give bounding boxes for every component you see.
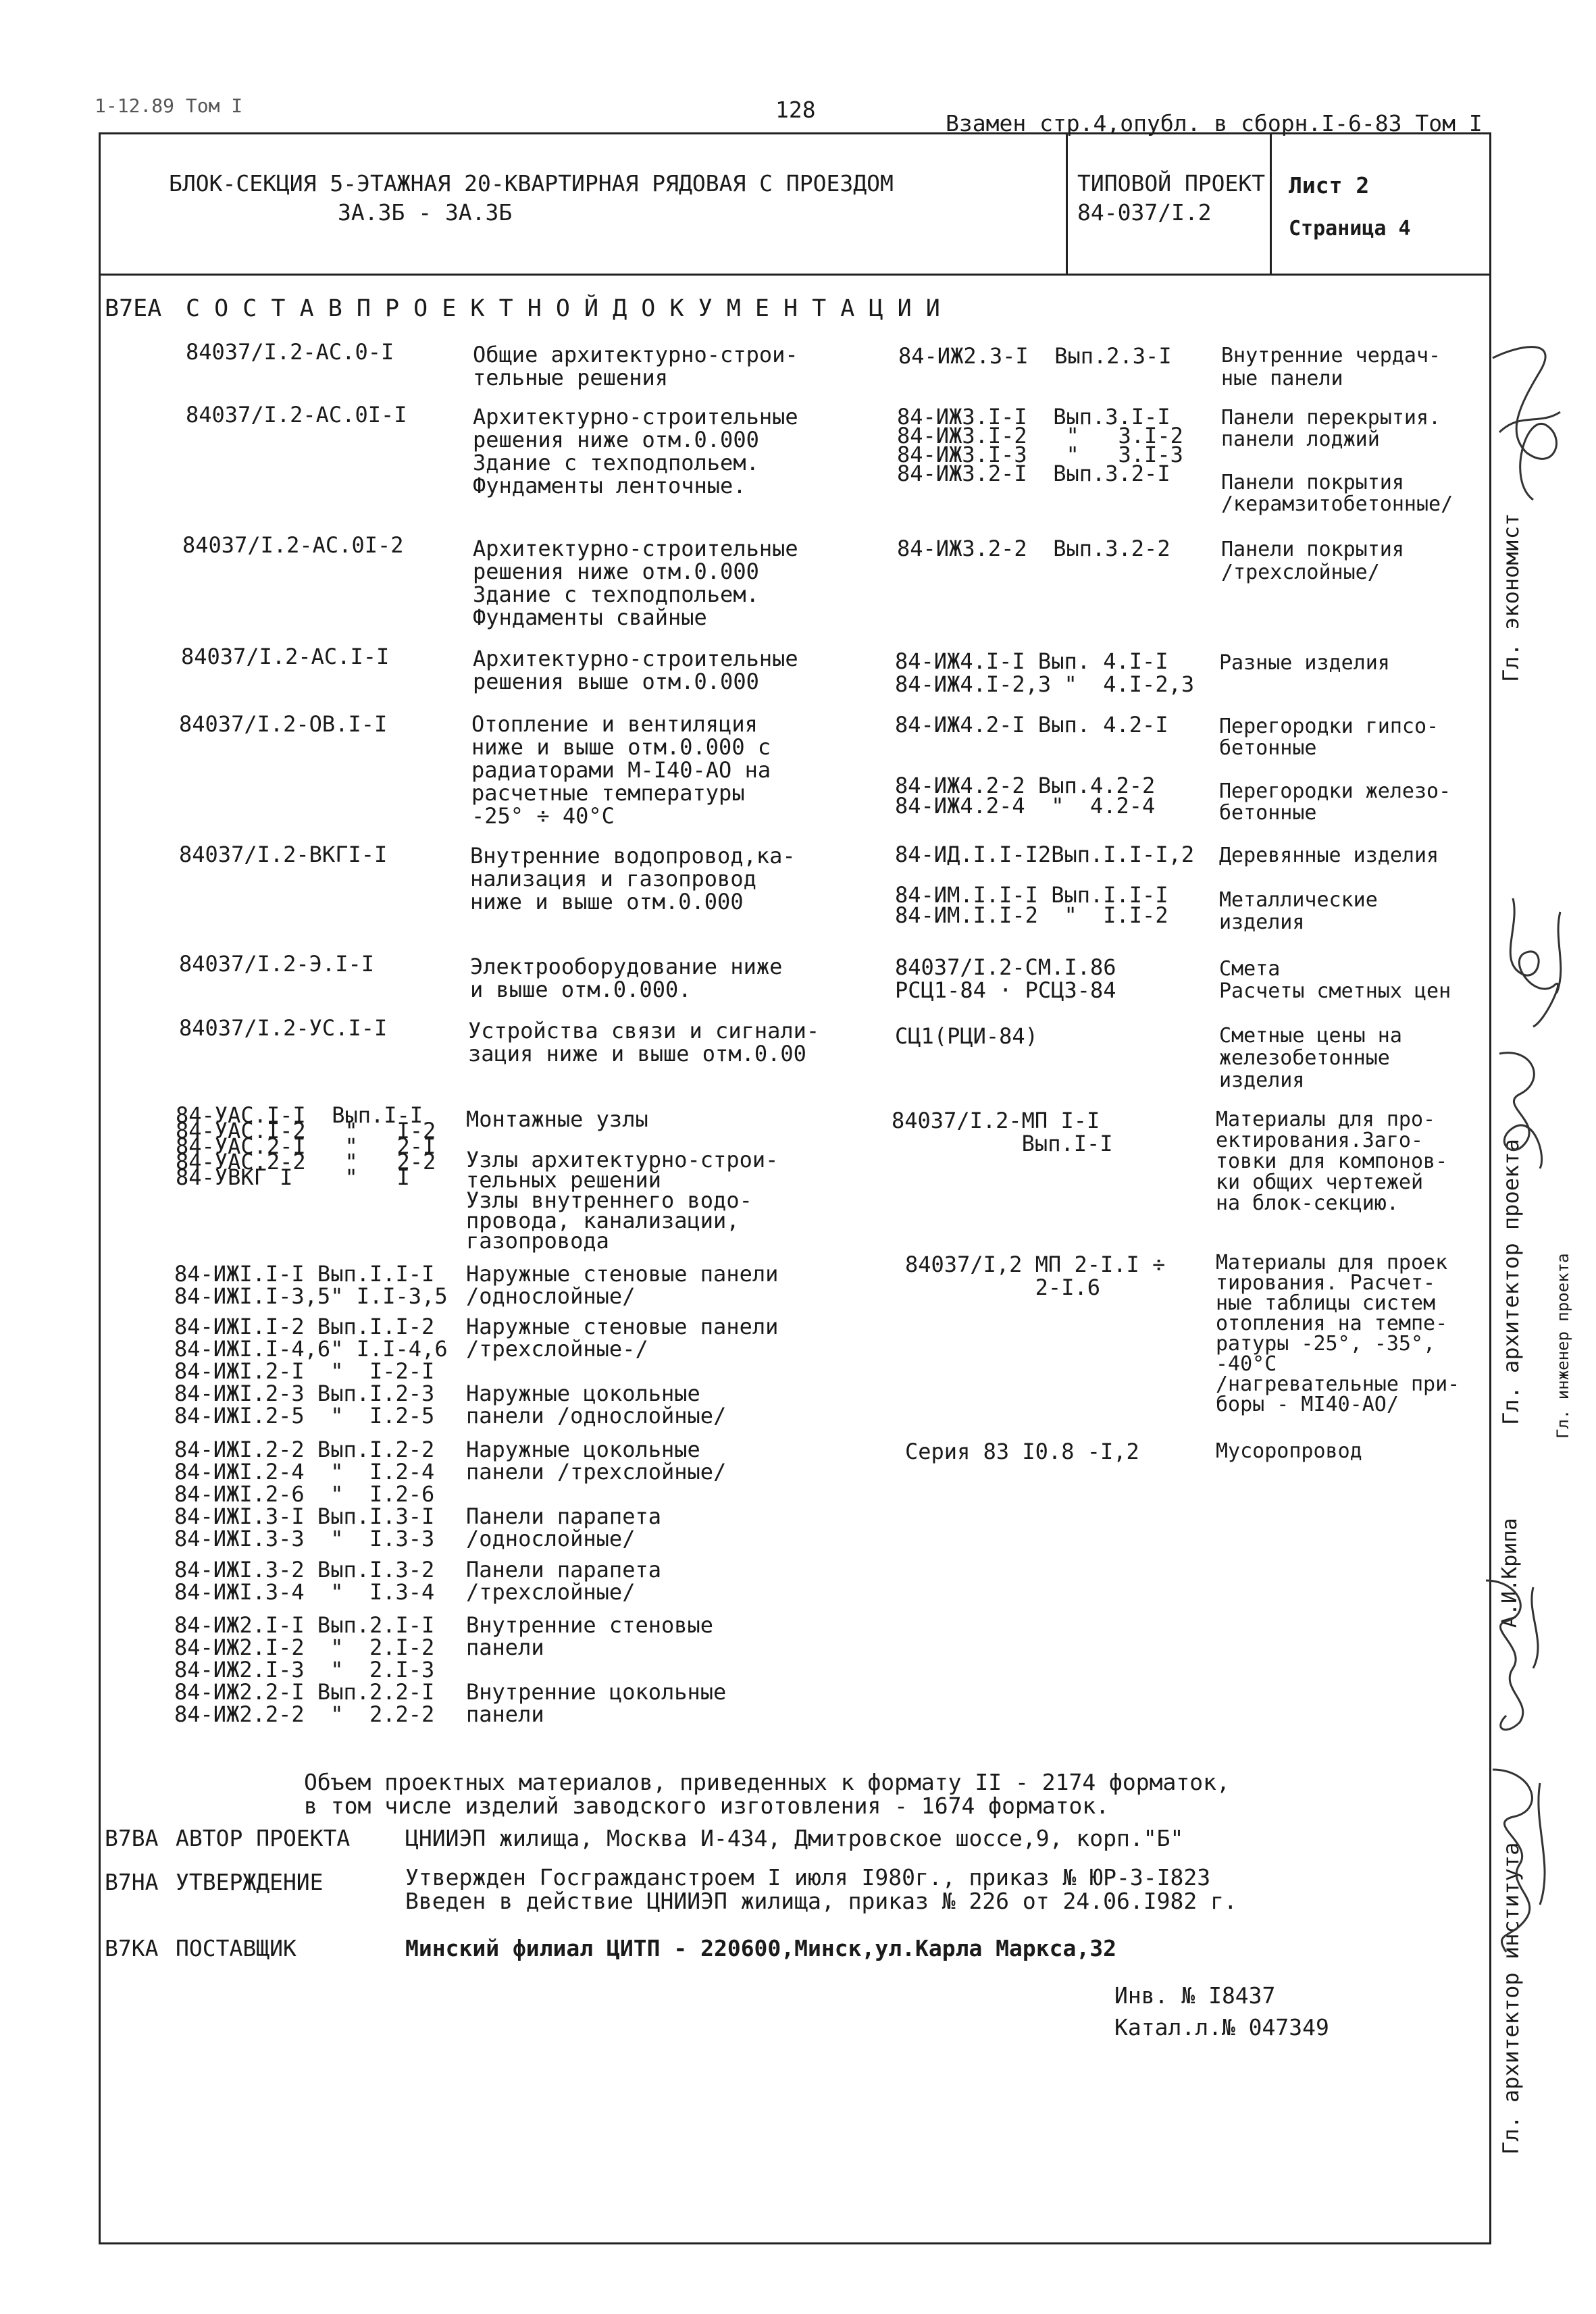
section-title: С О С Т А В П Р О Е К Т Н О Й Д О К У М Е Н Т А Ц И И bbox=[186, 295, 940, 322]
left-desc: Устройства связи и сигнали- зация ниже и выше отм.0.00 bbox=[468, 1018, 820, 1066]
left-code: 84037/I.2-АС.I-I bbox=[181, 644, 390, 669]
right-code: 84-ИЖ3.I-I Вып.3.I-I 84-ИЖ3.I-2 " 3.I-2 84-ИЖ3.I-3 " 3.I-3 84-ИЖ3.2-I Вып.3.2-I bbox=[897, 404, 1183, 486]
author-label: АВТОР ПРОЕКТА bbox=[176, 1825, 351, 1851]
section-code: В7ЕА bbox=[105, 295, 162, 322]
series-ref: 1-12.89 Том I bbox=[95, 95, 243, 117]
right-desc: Материалы для проек тирования. Расчет- ные таблицы систем отопления на темпе- ратуры -25°, -35°, -40°С /нагревательные при- боры - МI40-АО/ bbox=[1216, 1251, 1460, 1416]
title-line-2: 3А.3Б - 3А.3Б bbox=[338, 199, 513, 226]
left-code: 84037/I.2-АС.0-I bbox=[186, 339, 394, 365]
catalog-number: Катал.л.№ 047349 bbox=[1114, 2014, 1329, 2040]
header-divider bbox=[99, 274, 1491, 276]
supplier-code: В7КА bbox=[105, 1935, 159, 1961]
left-desc: Архитектурно-строительные решения ниже отм.0.000 Здание с техподпольем. Фундаменты свайные bbox=[473, 536, 798, 630]
group-desc: Наружные стеновые панели /однослойные/ bbox=[466, 1261, 779, 1309]
project-number: 84-037/I.2 bbox=[1077, 199, 1212, 226]
right-desc: Панели перекрытия. панели лоджий Панели покрытия /керамзитобетонные/ bbox=[1221, 406, 1453, 516]
left-desc: Внутренние водопровод,ка- нализация и газопровод ниже и выше отм.0.000 bbox=[470, 843, 796, 915]
left-desc: Электрооборудование ниже и выше отм.0.000. bbox=[470, 954, 783, 1002]
left-code: 84037/I.2-УС.I-I bbox=[179, 1015, 388, 1041]
group-desc: Наружные стеновые панели /трехслойные-/ Наружные цокольные панели /однослойные/ bbox=[466, 1314, 779, 1429]
signature-krupa bbox=[1466, 1567, 1560, 1743]
group-desc: Внутренние стеновые панели Внутренние цокольные панели bbox=[466, 1612, 727, 1727]
page-number: 128 bbox=[775, 97, 816, 123]
sheet-label: Лист 2 bbox=[1289, 172, 1370, 199]
header-col-1 bbox=[1066, 132, 1068, 275]
group-desc: Монтажные узлы Узлы архитектурно-строи- тельных решений Узлы внутреннего водо- провода, канализации, газопровода bbox=[466, 1106, 779, 1254]
group-desc: Панели парапета /трехслойные/ bbox=[466, 1557, 661, 1605]
volume-line-1: Объем проектных материалов, приведенных к формату II - 2174 форматок, bbox=[304, 1769, 1230, 1795]
right-code: 84037/I.2-МП I-I Вып.I-I bbox=[892, 1108, 1113, 1156]
side-label-institute: Гл. архитектор института bbox=[1498, 1842, 1524, 2155]
right-code: 84-ИЖ4.2-I Вып. 4.2-I 84-ИЖ4.2-2 Вып.4.2-2 84-ИЖ4.2-4 " 4.2-4 bbox=[895, 712, 1168, 819]
page-label: Страница 4 bbox=[1289, 217, 1411, 240]
right-code: 84-ИЖ2.3-I Вып.2.3-I bbox=[898, 343, 1172, 369]
author-text: ЦНИИЭП жилища, Москва И-434, Дмитровское шоссе,9, корп."Б" bbox=[405, 1825, 1184, 1851]
left-desc: Архитектурно-строительные решения ниже отм.0.000 Здание с техподпольем. Фундаменты ленточные. bbox=[473, 404, 798, 498]
volume-line-2: в том числе изделий заводского изготовления - 1674 форматок. bbox=[304, 1793, 1110, 1819]
approval-code: В7НА bbox=[105, 1869, 159, 1895]
supplier-text: Минский филиал ЦИТП - 220600,Минск,ул.Карла Маркса,32 bbox=[405, 1935, 1116, 1961]
side-label-engineer: Гл. инженер проекта bbox=[1553, 1253, 1572, 1439]
right-code: 84037/I.2-СМ.I.86 РСЦ1-84 · РСЦ3-84 СЦ1(РЦИ-84) bbox=[895, 954, 1116, 1049]
left-desc: Общие архитектурно-строи- тельные решения bbox=[473, 342, 798, 390]
approval-label: УТВЕРЖДЕНИЕ bbox=[176, 1869, 324, 1895]
left-code: 84037/I.2-АС.0I-2 bbox=[182, 532, 404, 558]
right-code: 84-ИЖ4.I-I Вып. 4.I-I 84-ИЖ4.I-2,3 " 4.I-2,3 bbox=[895, 648, 1195, 697]
left-code: 84037/I.2-ОВ.I-I bbox=[179, 711, 388, 737]
left-code: 84037/I.2-Э.I-I bbox=[179, 951, 374, 977]
group-codes: 84-ИЖI.3-2 Вып.I.3-2 84-ИЖI.3-4 " I.3-4 bbox=[174, 1557, 435, 1605]
signature-institute bbox=[1466, 1756, 1567, 1959]
right-desc: Материалы для про- ектирования.Заго- товки для компонов- ки общих чертежей на блок-секцию. bbox=[1216, 1108, 1448, 1215]
group-codes: 84-ИЖ2.I-I Вып.2.I-I 84-ИЖ2.I-2 " 2.I-2 84-ИЖ2.I-3 " 2.I-3 84-ИЖ2.2-I Вып.2.2-I 84-ИЖ2.2-2 " 2.2-2 bbox=[174, 1612, 435, 1727]
left-code: 84037/I.2-АС.0I-I bbox=[186, 402, 407, 428]
left-code: 84037/I.2-ВКГI-I bbox=[179, 842, 388, 867]
left-desc: Архитектурно-строительные решения выше отм.0.000 bbox=[473, 646, 798, 694]
side-label-architect: Гл. архитектор проекта bbox=[1498, 1139, 1524, 1425]
right-desc: Смета Расчеты сметных цен Сметные цены на железобетонные изделия bbox=[1219, 957, 1451, 1092]
inventory-number: Инв. № I8437 bbox=[1114, 1982, 1276, 2009]
group-codes: 84-ИЖI.2-2 Вып.I.2-2 84-ИЖI.2-4 " I.2-4 84-ИЖI.2-6 " I.2-6 84-ИЖI.3-I Вып.I.3-I 84-ИЖI.3-3 " I.3-3 bbox=[174, 1437, 435, 1551]
right-desc: Панели покрытия /трехслойные/ bbox=[1221, 538, 1404, 584]
right-code: 84-ИЖ3.2-2 Вып.3.2-2 bbox=[897, 536, 1170, 561]
signature-architect bbox=[1472, 1040, 1567, 1175]
left-desc: Отопление и вентиляция ниже и выше отм.0.000 с радиаторами М-I40-АО на расчетные температуры -25° ÷ 40°С bbox=[471, 711, 771, 829]
side-label-author: А.И.Крипа bbox=[1498, 1518, 1522, 1628]
right-desc: Мусоропровод bbox=[1216, 1439, 1362, 1463]
header-col-2 bbox=[1270, 132, 1272, 275]
signature-economist bbox=[1479, 331, 1580, 507]
group-codes: 84-ИЖI.I-I Вып.I.I-I 84-ИЖI.I-3,5" I.I-3,5 bbox=[174, 1261, 448, 1309]
title-line-1: БЛОК-СЕКЦИЯ 5-ЭТАЖНАЯ 20-КВАРТИРНАЯ РЯДОВАЯ С ПРОЕЗДОМ bbox=[169, 170, 894, 197]
side-label-economist: Гл. экономист bbox=[1498, 513, 1524, 682]
right-code: 84037/I,2 МП 2-I.I ÷ 2-I.6 bbox=[905, 1252, 1166, 1300]
right-desc: Разные изделия bbox=[1219, 651, 1390, 675]
author-code: В7ВА bbox=[105, 1825, 159, 1851]
group-codes: 84-УАС.I-I Вып.I-I 84-УАС.I-2 " I-2 84-УАС.2-I " 2-I 84-УАС.2-2 " 2-2 84-УВКГ I " I bbox=[176, 1102, 436, 1190]
group-codes: 84-ИЖI.I-2 Вып.I.I-2 84-ИЖI.I-4,6" I.I-4,6 84-ИЖI.2-I " I-2-I 84-ИЖI.2-3 Вып.I.2-3 84-ИЖI.2-5 " I.2-5 bbox=[174, 1314, 448, 1429]
signature-engineer bbox=[1472, 885, 1574, 1033]
supplier-label: ПОСТАВЩИК bbox=[176, 1935, 297, 1961]
right-code: Серия 83 I0.8 -I,2 bbox=[905, 1439, 1139, 1464]
right-desc: Деревянные изделия Металлические изделия bbox=[1219, 844, 1439, 934]
replace-note: Взамен стр.4,опубл. в сборн.I-6-83 Том I bbox=[946, 110, 1483, 136]
group-desc: Наружные цокольные панели /трехслойные/ Панели парапета /однослойные/ bbox=[466, 1437, 727, 1551]
right-desc: Перегородки гипсо- бетонные Перегородки железо- бетонные bbox=[1219, 715, 1451, 825]
approval-text: Утвержден Госгражданстроем I июля I980г., приказ № ЮР-3-I823 Введен в действие ЦНИИЭП жилища, приказ № 226 от 24.06.I982 г. bbox=[405, 1864, 1237, 1914]
project-label: ТИПОВОЙ ПРОЕКТ bbox=[1077, 170, 1266, 197]
right-code: 84-ИД.I.I-I2Вып.I.I-I,2 84-ИМ.I.I-I Вып.I.I-I 84-ИМ.I.I-2 " I.I-2 bbox=[895, 842, 1195, 928]
right-desc: Внутренние чердач- ные панели bbox=[1221, 344, 1441, 390]
